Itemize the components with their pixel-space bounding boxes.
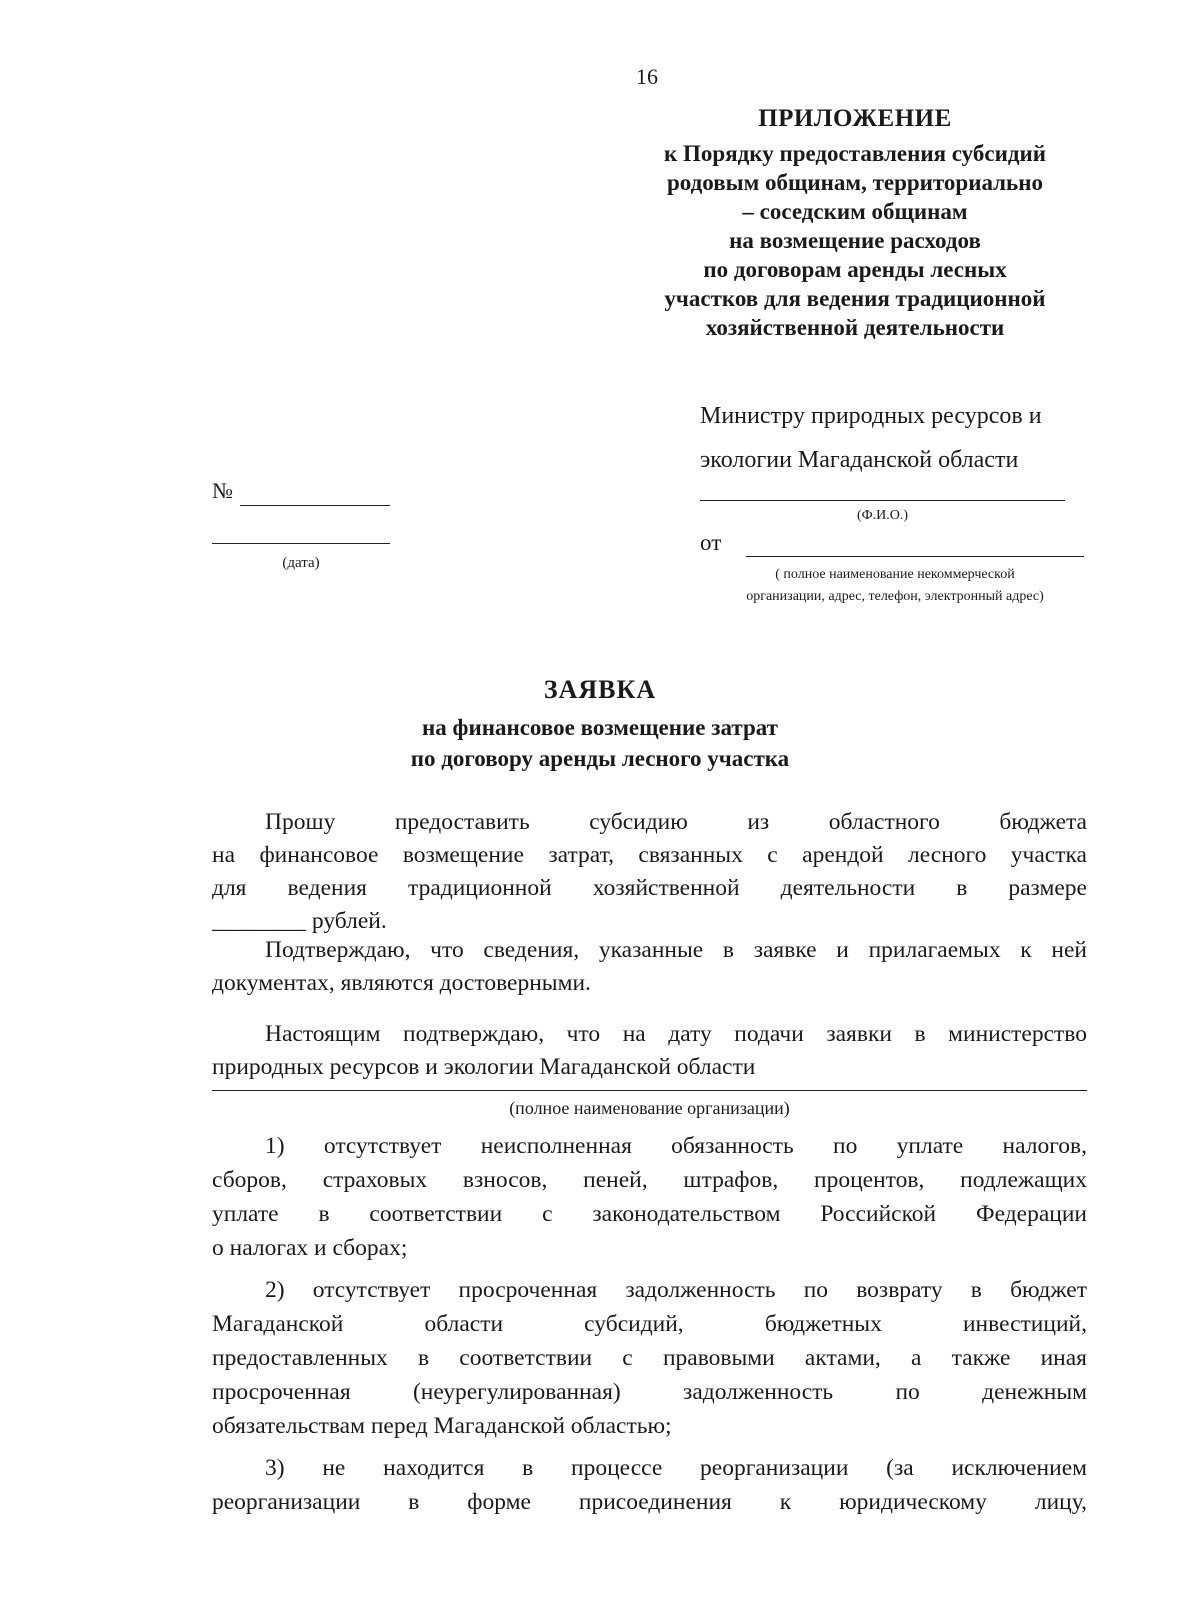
appendix-line: родовым общинам, территориально xyxy=(667,170,1043,195)
date-line xyxy=(212,543,390,544)
document-title: ЗАЯВКА xyxy=(543,675,657,704)
fio-line xyxy=(700,500,1065,501)
text-line: Настоящим подтверждаю, что на дату подачи заявки в министерство xyxy=(265,1021,1087,1047)
text-line: реорганизации в форме присоединения к юридическому лицу, xyxy=(212,1489,1087,1515)
item-3 xyxy=(212,1451,1087,1519)
appendix-line: к Порядку предоставления субсидий xyxy=(664,141,1046,166)
item-2 xyxy=(212,1273,1087,1443)
text-line: Прошу предоставить субсидию из областного бюджета xyxy=(265,809,1087,835)
text-line: 3) не находится в процессе реорганизации (за исключением xyxy=(265,1455,1087,1481)
from-caption-line: ( полное наименование некоммерческой xyxy=(775,567,1015,582)
appendix-line: на возмещение расходов xyxy=(729,228,981,253)
text-line: на финансовое возмещение затрат, связанных с арендой лесного участка xyxy=(212,842,1087,868)
currency-text: рублей. xyxy=(306,908,387,934)
subtitle-line: по договору аренды лесного участка xyxy=(410,746,790,771)
addressee-line: Министру природных ресурсов и xyxy=(700,403,1042,429)
request-paragraph xyxy=(212,806,1087,938)
text-line: сборов, страховых взносов, пеней, штрафов, процентов, подлежащих xyxy=(212,1167,1087,1193)
declare-paragraph xyxy=(212,1018,1087,1084)
text-line: для ведения традиционной хозяйственной деятельности в размере xyxy=(212,875,1087,901)
text-line: просроченная (неурегулированная) задолженность по денежным xyxy=(212,1379,1087,1405)
number-line xyxy=(240,505,390,506)
appendix-block xyxy=(630,104,1080,342)
text-line: предоставленных в соответствии с правовыми актами, а также иная xyxy=(212,1345,1087,1371)
org-name-line xyxy=(212,1090,1087,1091)
org-caption: (полное наименование организации) xyxy=(509,1098,790,1118)
text-line: Подтверждаю, что сведения, указанные в заявке и прилагаемых к ней xyxy=(265,937,1087,963)
text-line: природных ресурсов и экологии Магаданской области xyxy=(212,1054,756,1080)
text-line: документах, являются достоверными. xyxy=(212,970,591,996)
text-line: Магаданской области субсидий, бюджетных инвестиций, xyxy=(212,1311,1087,1337)
page-number: 16 xyxy=(636,64,658,89)
addressee-line: экологии Магаданской области xyxy=(700,447,1019,473)
appendix-line: участков для ведения традиционной xyxy=(664,286,1046,311)
fio-caption: (Ф.И.О.) xyxy=(856,508,909,523)
text-line: о налогах и сборах; xyxy=(212,1235,408,1261)
text-line: 2) отсутствует просроченная задолженность по возврату в бюджет xyxy=(265,1277,1087,1303)
appendix-line: по договорам аренды лесных xyxy=(703,257,1007,282)
addressee-block xyxy=(700,394,1100,482)
from-label: от xyxy=(700,530,722,555)
text-line: уплате в соответствии с законодательством Российской Федерации xyxy=(212,1201,1087,1227)
from-line xyxy=(746,556,1084,557)
appendix-line: – соседским общинам xyxy=(742,199,968,224)
number-label: № xyxy=(212,478,233,503)
from-caption xyxy=(700,564,1090,608)
date-caption: (дата) xyxy=(282,555,320,571)
appendix-title: ПРИЛОЖЕНИЕ xyxy=(758,105,952,132)
confirm-paragraph xyxy=(212,934,1087,1000)
appendix-line: хозяйственной деятельности xyxy=(705,315,1005,340)
from-caption-line: организации, адрес, телефон, электронный адрес) xyxy=(746,589,1044,604)
text-line: 1) отсутствует неисполненная обязанность по уплате налогов, xyxy=(265,1133,1087,1159)
subtitle-line: на финансовое возмещение затрат xyxy=(422,715,778,740)
item-1 xyxy=(212,1129,1087,1265)
text-line: обязательствам перед Магаданской областью; xyxy=(212,1413,672,1439)
document-subtitle xyxy=(0,712,1200,774)
amount-blank: ________ xyxy=(212,908,306,934)
